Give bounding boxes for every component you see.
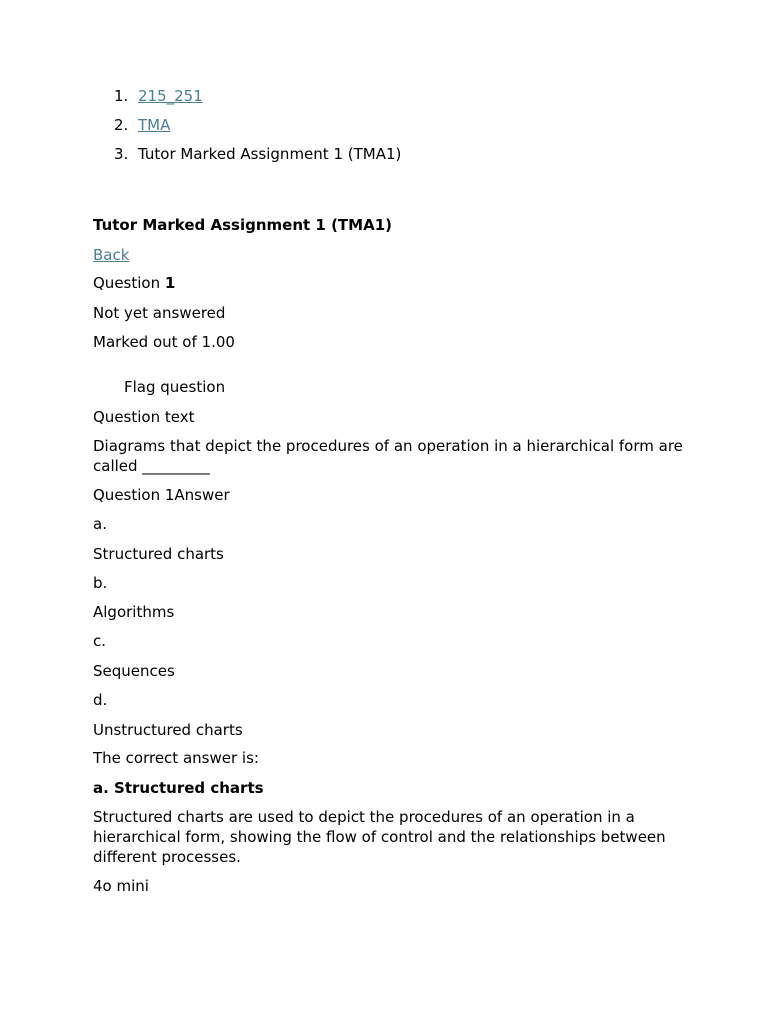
breadcrumb-number: 2. xyxy=(114,116,129,134)
question-status: Not yet answered xyxy=(93,304,226,322)
breadcrumb-item-course xyxy=(114,86,203,106)
back-row xyxy=(93,245,129,265)
question-number-heading xyxy=(93,273,175,293)
question-text: Diagrams that depict the procedures of an operation in a hierarchical form are called _________ xyxy=(93,437,683,475)
option-b-text[interactable]: Algorithms xyxy=(93,603,175,621)
question-number: 1 xyxy=(164,274,176,292)
question-prefix: Question xyxy=(93,274,165,292)
back-link[interactable]: Back xyxy=(93,246,130,264)
breadcrumb-number: 3. xyxy=(114,145,129,163)
answer-heading: Question 1Answer xyxy=(93,486,230,504)
correct-answer-label: The correct answer is: xyxy=(93,749,259,767)
question-marks: Marked out of 1.00 xyxy=(93,333,235,351)
option-c-text[interactable]: Sequences xyxy=(93,662,175,680)
option-b-letter: b. xyxy=(93,574,108,592)
option-a-text[interactable]: Structured charts xyxy=(93,545,224,563)
correct-answer: a. Structured charts xyxy=(93,779,264,797)
option-d-letter: d. xyxy=(93,691,108,709)
breadcrumb-current-label: Tutor Marked Assignment 1 (TMA1) xyxy=(138,145,402,163)
option-d-text[interactable]: Unstructured charts xyxy=(93,721,243,739)
breadcrumb-number: 1. xyxy=(114,87,129,105)
question-text-heading: Question text xyxy=(93,408,195,426)
page-title: Tutor Marked Assignment 1 (TMA1) xyxy=(93,216,392,234)
breadcrumb-item-current xyxy=(114,144,401,164)
breadcrumb-link-course[interactable]: 215_251 xyxy=(138,87,203,105)
explanation-text: Structured charts are used to depict the procedures of an operation in a hierarchical form, showing the flow of control and the relationships between different processes. xyxy=(93,808,666,866)
footer-note: 4o mini xyxy=(93,877,149,895)
breadcrumb-link-tma[interactable]: TMA xyxy=(138,116,171,134)
option-c-letter: c. xyxy=(93,632,107,650)
flag-question-button[interactable]: Flag question xyxy=(124,378,226,396)
breadcrumb-item-tma xyxy=(114,115,170,135)
option-a-letter: a. xyxy=(93,515,107,533)
